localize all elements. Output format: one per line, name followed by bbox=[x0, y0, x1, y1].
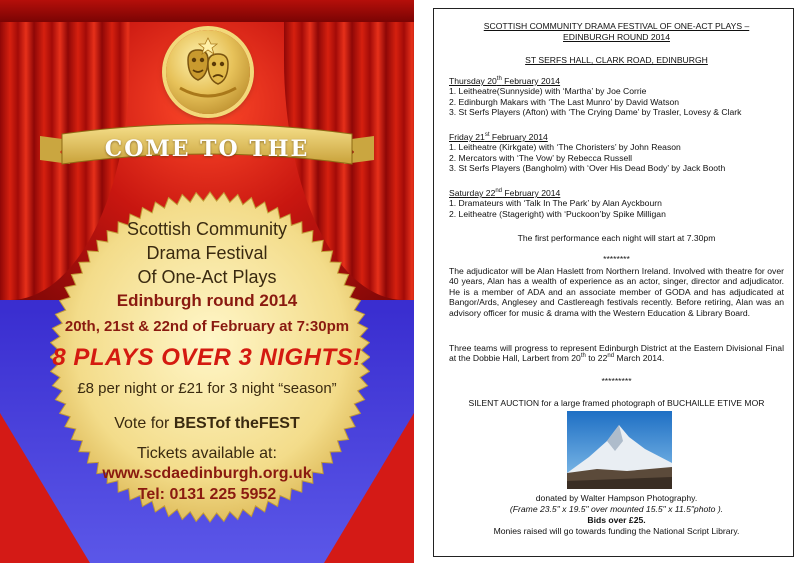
donated-by-text: donated by Walter Hampson Photography. bbox=[535, 493, 698, 503]
night-month: February 2014 bbox=[489, 132, 548, 142]
programme-title-1: SCOTTISH COMMUNITY DRAMA FESTIVAL OF ONE-ACT PLAYS – bbox=[483, 21, 750, 31]
night-heading bbox=[449, 132, 784, 142]
progression-paragraph bbox=[449, 343, 784, 364]
night-day: Friday 21 bbox=[449, 132, 485, 142]
silent-auction-heading: SILENT AUCTION for a large framed photograph of BUCHAILLE ETIVE MOR bbox=[468, 398, 765, 408]
poster-dates: 20th, 21st & 22nd of February at 7:30pm bbox=[64, 318, 350, 335]
drama-masks-medal-icon bbox=[166, 30, 250, 114]
adjudicator-paragraph: The adjudicator will be Alan Haslett from Northern Ireland. Involved with theatre for over 40 years, Alan has a wealth of experience as an actor, singer, director and adjudicator. He is a member of ADA and an associate member of GODA and has adjudicated at Bangor/Ards, Anglesey and Castlereagh festivals recently. Before retiring, Alan was an advisory officer for music & drama with the Western Education & Library Board. bbox=[449, 266, 784, 318]
poster-line-1: Scottish Community bbox=[126, 219, 288, 239]
poster-line-2: Drama Festival bbox=[146, 243, 268, 263]
play-item: 3. St Serfs Players (Bangholm) with ‘Over His Dead Body’ by Jack Booth bbox=[449, 163, 726, 174]
mountain-photo-image bbox=[567, 411, 672, 489]
night-day: Thursday 20 bbox=[449, 76, 497, 86]
vote-prefix: Vote for bbox=[114, 415, 174, 432]
play-item: 2. Leitheatre (Stageright) with ‘Puckoon’by Spike Milligan bbox=[449, 208, 666, 219]
night-heading bbox=[449, 188, 784, 198]
night-month: February 2014 bbox=[501, 76, 561, 86]
poster-telephone: Tel: 0131 225 5952 bbox=[137, 486, 277, 503]
banner-text: COME TO THE bbox=[104, 136, 310, 162]
separator-1: ******** bbox=[603, 254, 630, 264]
frame-size-text: (Frame 23.5" x 19.5" over mounted 15.5" x 11.5"photo ). bbox=[509, 504, 724, 514]
poster-line-3: Of One-Act Plays bbox=[137, 267, 277, 287]
play-item: 2. Mercators with ‘The Vow’ by Rebecca Russell bbox=[449, 152, 633, 163]
progression-text-mid: to 22 bbox=[585, 353, 608, 364]
bids-text: Bids over £25. bbox=[587, 515, 646, 525]
night-day-suffix: th bbox=[496, 76, 502, 83]
progression-suffix-1: th bbox=[580, 353, 586, 360]
night-thursday bbox=[449, 76, 784, 118]
progression-suffix-2: nd bbox=[607, 353, 615, 360]
night-day-suffix: st bbox=[484, 132, 490, 139]
night-heading bbox=[449, 76, 784, 86]
poster-tickets: Tickets available at: bbox=[137, 445, 277, 462]
play-item: 1. Leitheatre(Sunnyside) with ‘Martha’ by Joe Corrie bbox=[449, 86, 647, 97]
night-friday bbox=[449, 132, 784, 174]
start-time-note: The first performance each night will start at 7.30pm bbox=[517, 233, 716, 243]
programme-title-2: EDINBURGH ROUND 2014 bbox=[563, 32, 670, 42]
separator-2: ********* bbox=[601, 376, 632, 386]
festival-programme bbox=[433, 8, 794, 557]
night-month: February 2014 bbox=[502, 188, 561, 198]
vote-bold: BESTof theFEST bbox=[173, 415, 300, 432]
monies-text: Monies raised will go towards funding the National Script Library. bbox=[493, 526, 740, 536]
night-saturday bbox=[449, 188, 784, 219]
progression-text-end: March 2014. bbox=[614, 353, 665, 364]
poster-headline: 8 PLAYS OVER 3 NIGHTS! bbox=[52, 344, 362, 371]
play-item: 2. Edinburgh Makars with ‘The Last Munro’ by David Watson bbox=[449, 96, 680, 107]
night-day-suffix: nd bbox=[495, 188, 503, 195]
programme-venue: ST SERFS HALL, CLARK ROAD, EDINBURGH bbox=[525, 55, 708, 65]
poster-price: £8 per night or £21 for 3 night “season” bbox=[77, 380, 337, 397]
poster-round: Edinburgh round 2014 bbox=[116, 291, 298, 310]
poster-website-link[interactable]: www.scdaedinburgh.org.uk bbox=[102, 465, 312, 482]
play-item: 3. St Serfs Players (Afton) with ‘The Crying Dame’ by Trasler, Lovesy & Clark bbox=[449, 107, 742, 118]
play-item: 1. Leitheatre (Kirkgate) with ‘The Choristers’ by John Reason bbox=[449, 142, 681, 153]
play-item: 1. Dramateurs with ‘Talk In The Park’ by Alan Ayckbourn bbox=[449, 198, 662, 209]
night-day: Saturday 22 bbox=[449, 188, 496, 198]
poster-vote bbox=[0, 415, 414, 433]
curtain-pelmet bbox=[0, 0, 414, 22]
progression-text: Three teams will progress to represent Edinburgh District at the Eastern Divisional Final at the Dobbie Hall, Larbert from 20 bbox=[449, 343, 784, 364]
